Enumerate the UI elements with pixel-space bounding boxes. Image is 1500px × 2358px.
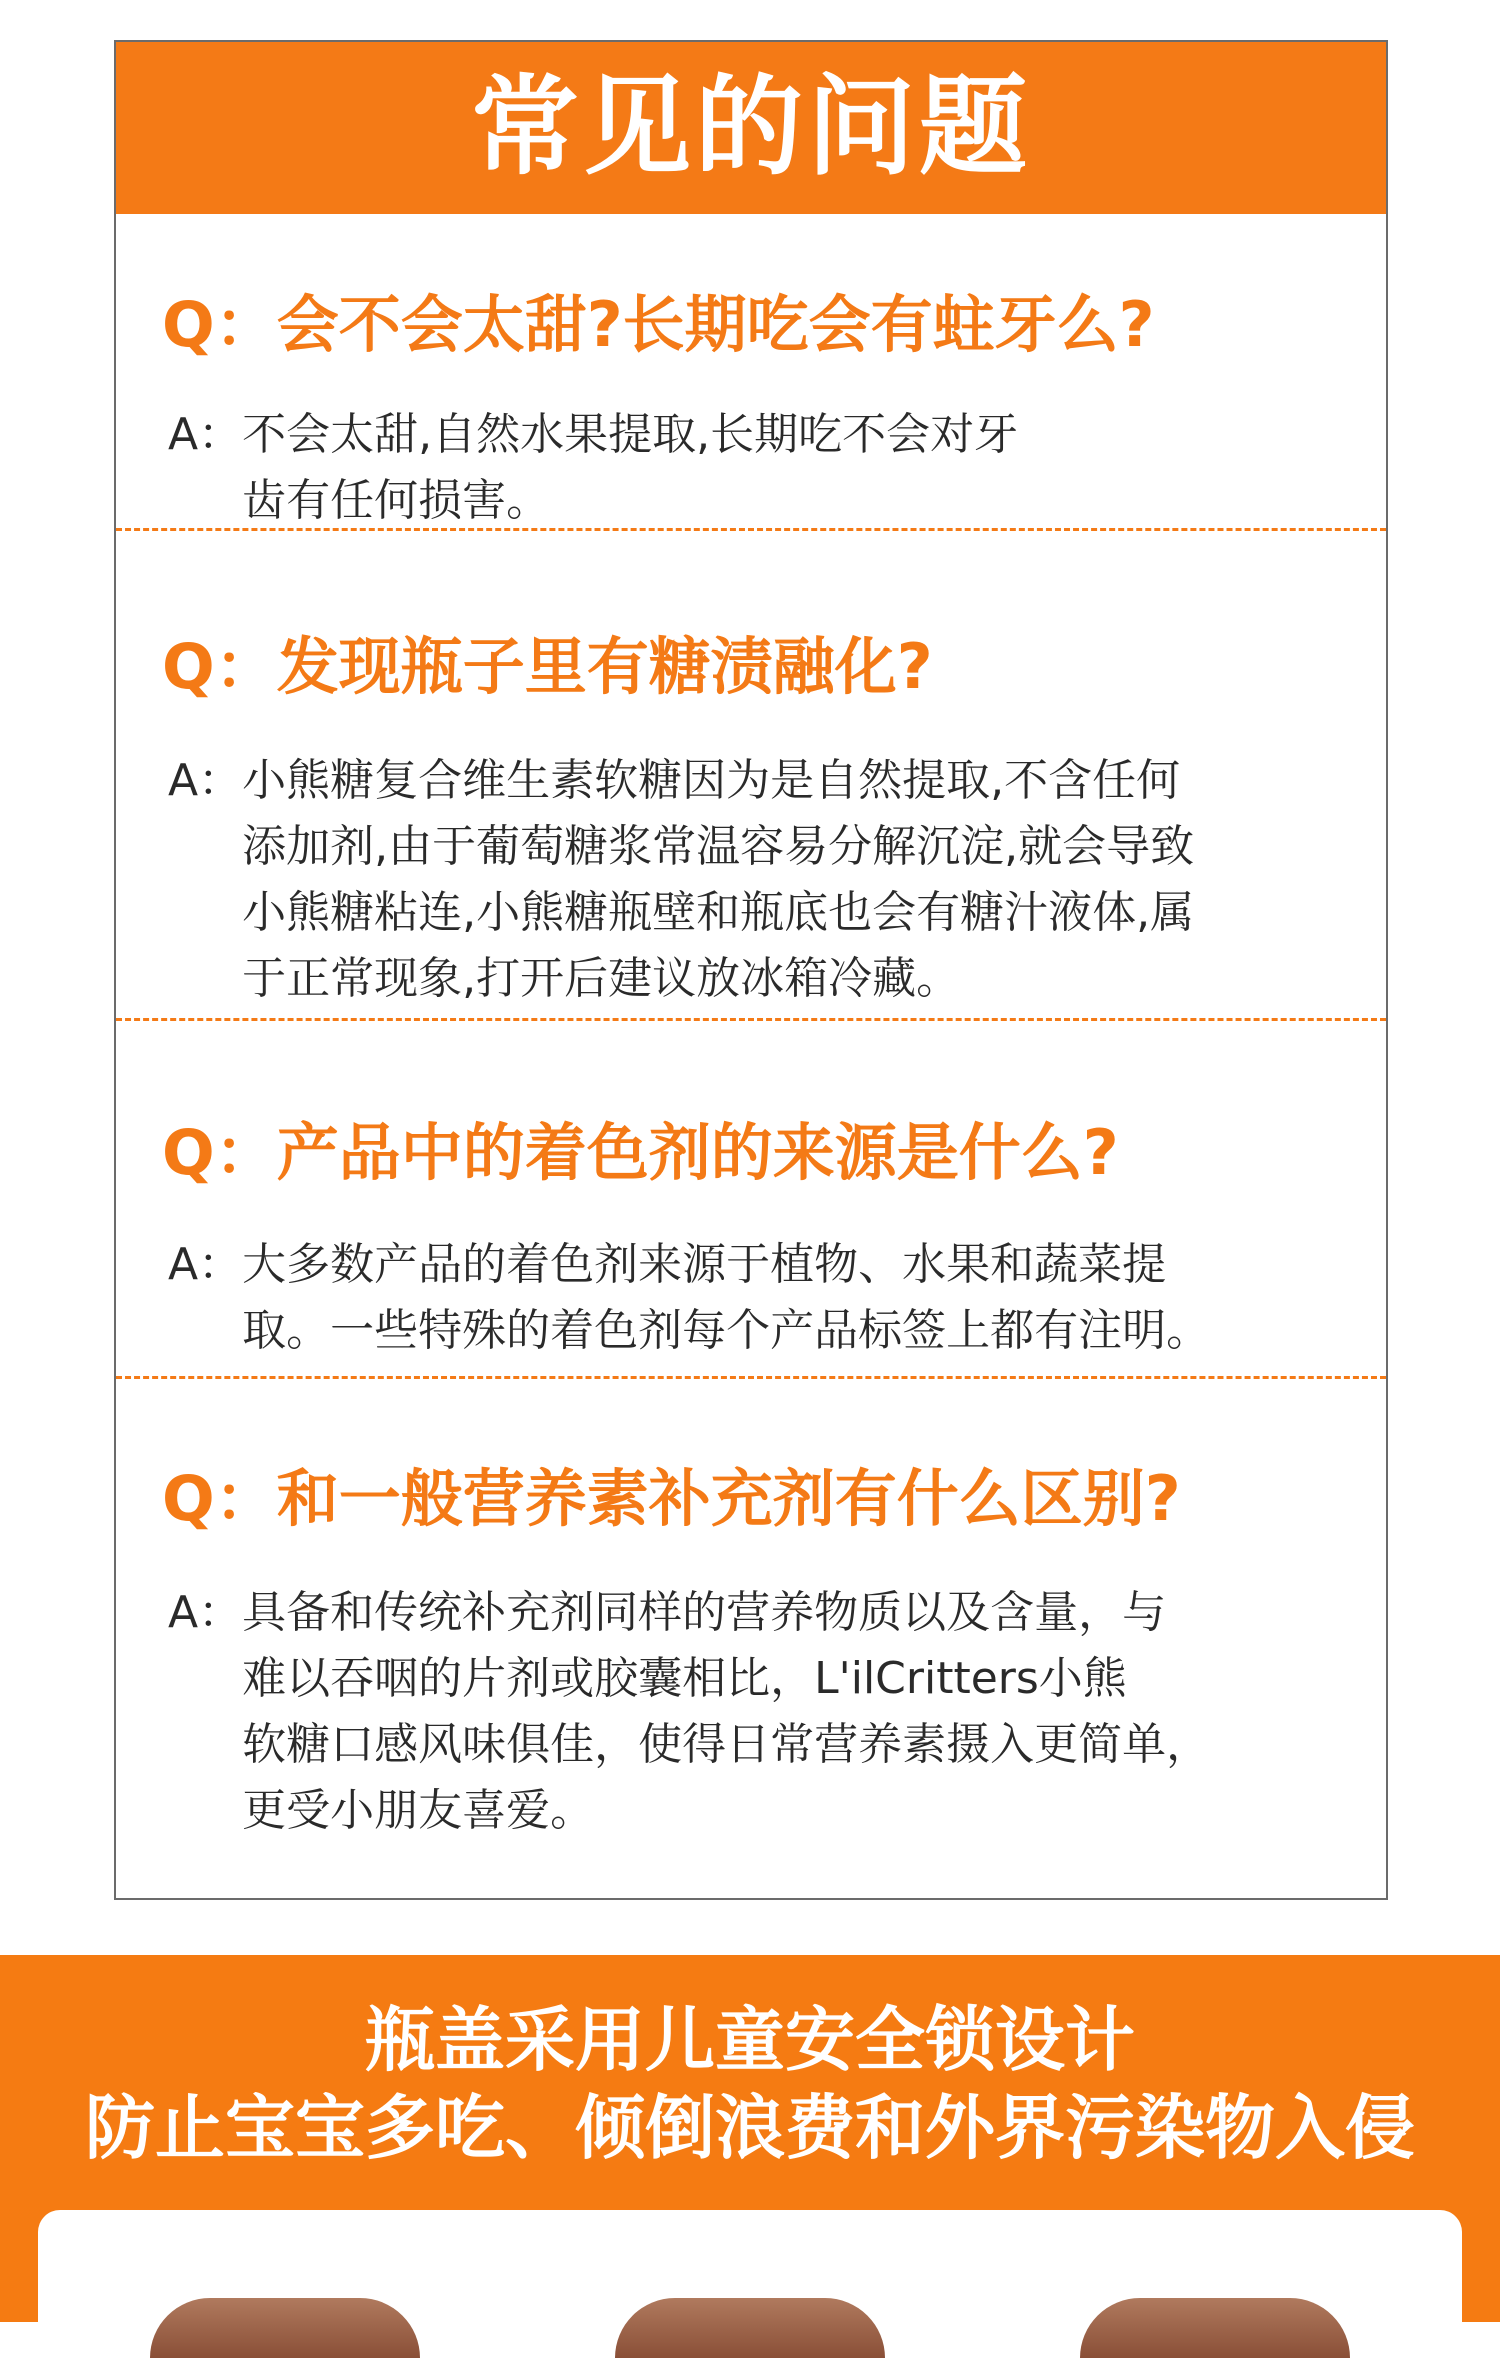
answer-line: 大多数产品的着色剂来源于植物、水果和蔬菜提 <box>242 1239 1167 1290</box>
dashed-divider <box>116 528 1386 531</box>
answer-line: 取。一些特殊的着色剂每个产品标签上都有注明。 <box>242 1305 1211 1356</box>
faq-answer <box>168 1232 1210 1364</box>
answer-line: 添加剂,由于葡萄糖浆常温容易分解沉淀,就会导致 <box>242 821 1195 872</box>
answer-line: 于正常现象,打开后建议放冰箱冷藏。 <box>242 953 961 1004</box>
faq-title: 常见的问题 <box>470 65 1031 190</box>
answer-line: 难以吞咽的片剂或胶囊相比，L'ilCritters小熊 <box>242 1653 1127 1704</box>
answer-line: 具备和传统补充剂同样的营养物质以及含量，与 <box>242 1587 1167 1638</box>
bottle-cap-image <box>615 2298 885 2358</box>
answer-line: 齿有任何损害。 <box>242 475 551 526</box>
answer-line: 小熊糖粘连,小熊糖瓶壁和瓶底也会有糖汁液体,属 <box>242 887 1195 938</box>
faq-question: Q：和一般营养素补充剂有什么区别? <box>162 1462 1181 1535</box>
answer-prefix: A： <box>168 1239 243 1290</box>
banner-subheadline: 防止宝宝多吃、倾倒浪费和外界污染物入侵 <box>85 2087 1415 2169</box>
bottle-cap-image <box>1080 2298 1350 2358</box>
answer-line: 小熊糖复合维生素软糖因为是自然提取,不含任何 <box>242 755 1181 806</box>
bottle-cap-image <box>150 2298 420 2358</box>
faq-answer <box>168 748 1194 1012</box>
faq-question: Q：产品中的着色剂的来源是什么? <box>162 1116 1119 1189</box>
dashed-divider <box>116 1376 1386 1379</box>
faq-question: Q：会不会太甜?长期吃会有蛀牙么? <box>162 288 1155 361</box>
answer-prefix: A： <box>168 1587 243 1638</box>
answer-prefix: A： <box>168 409 243 460</box>
answer-line: 不会太甜,自然水果提取,长期吃不会对牙 <box>242 409 1019 460</box>
answer-line: 软糖口感风味俱佳，使得日常营养素摄入更简单， <box>242 1719 1211 1770</box>
answer-prefix: A： <box>168 755 243 806</box>
dashed-divider <box>116 1018 1386 1021</box>
faq-question: Q：发现瓶子里有糖渍融化? <box>162 630 933 703</box>
faq-answer <box>168 1580 1210 1844</box>
faq-answer <box>168 402 1018 534</box>
faq-header <box>116 42 1386 214</box>
faq-card <box>114 40 1388 1900</box>
banner-headline: 瓶盖采用儿童安全锁设计 <box>365 1999 1135 2081</box>
answer-line: 更受小朋友喜爱。 <box>242 1785 595 1836</box>
